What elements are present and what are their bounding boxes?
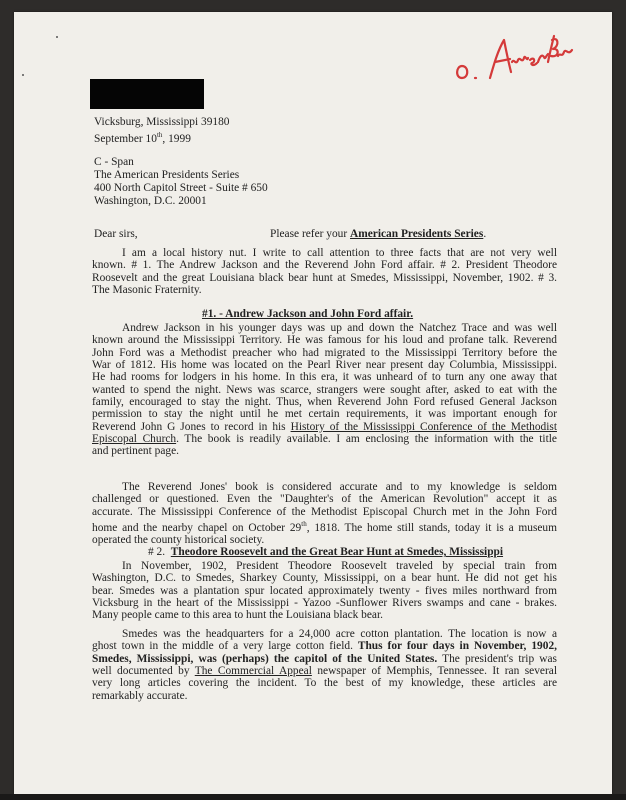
smedes-paragraph: Smedes was the headquarters for a 24,000 acre cotton plantation. The location is now a ghost town in the middle of a very large cotton field. Thus for four days in November, 1902, Smedes, Mississippi, was (perhaps) the capitol of the United States. The president's trip was well documented by The Commercial Appeal newspaper of Memphis, Tennessee. It ran several very long articles covering the incident. To the best of my knowledge, these articles are remarkably accurate.: [92, 628, 557, 702]
roosevelt-paragraph: In November, 1902, President Theodore Roosevelt traveled by special train from Washington, D.C. to Smedes, Sharkey County, Mississippi, on a bear hunt. He did not get his bear. Smedes was a plantation spur located approximately twenty - fives miles northward from Vicksburg in the heart of the Mississippi - Yazoo -Sunflower Rivers swamps and cane - brakes. Many people came to this area to hunt the Louisiana black bear.: [92, 560, 557, 622]
reference-line: Please refer your American Presidents Series.: [270, 228, 487, 240]
newspaper-title: The Commercial Appeal: [194, 665, 312, 678]
series-title: American Presidents Series: [350, 228, 484, 240]
book-title: History of the Mississippi Conference of the Methodist: [290, 420, 557, 433]
section-heading: # 2. Theodore Roosevelt and the Great Bear Hunt at Smedes, Mississippi: [148, 546, 504, 558]
section-heading: #1. - Andrew Jackson and John Ford affair.: [202, 308, 414, 320]
jones-paragraph: The Reverend Jones' book is considered accurate and to my knowledge is seldom challenged or questioned. Even the "Daughter's of the American Revolution" accept it as accurate. The Mississippi Conference of the Methodist Episcopal Church met in the John Ford home and the nearby chapel on October 29th, 1818. The home still stands, today it is a museum operated the county historical society.: [92, 481, 557, 547]
scan-border: [0, 794, 626, 800]
book-title: Episcopal Church: [92, 433, 177, 446]
scan-speck: [22, 74, 24, 76]
sender-city: Vicksburg, Mississippi 39180: [94, 116, 230, 128]
letter-date: September 10th, 1999: [94, 131, 191, 145]
redacted-sender-name: [90, 79, 204, 109]
scan-speck: [56, 36, 58, 38]
handwritten-signature: [448, 26, 578, 84]
recipient-line: Washington, D.C. 20001: [94, 195, 207, 207]
recipient-line: The American Presidents Series: [94, 169, 240, 181]
recipient-line: 400 North Capitol Street - Suite # 650: [94, 182, 268, 194]
jackson-paragraph: Andrew Jackson in his younger days was up and down the Natchez Trace and was well known around the Mississippi Territory. He was famous for his loud and profane talk. Reverend John Ford was a Methodist preacher who had migrated to the Mississippi Territory before the War of 1812. His home was located on the Pearl River near present day Columbia, Mississippi. He had rooms for lodgers in his home. In this era, it was unheard of to turn any one away that wanted to spend the night. News was scarce, strangers were sought after, asked to eat with the family, encouraged to stay the night. Thus, when Reverend John Ford refused General Jackson permission to stay the night until he met certain requirements, it was important enough for Reverend John G Jones to record in his History of the Mississippi Conference of the Methodist Episcopal Church. The book is readily available. I am enclosing the information with the title and pertinent page.: [92, 322, 557, 458]
salutation: Dear sirs,: [94, 228, 138, 240]
recipient-line: C - Span: [94, 156, 134, 168]
intro-paragraph: I am a local history nut. I write to call attention to three facts that are not very well known. # 1. The Andrew Jackson and the Reverend John Ford affair. # 2. President Theodore Roosevelt and the great Louisiana black bear hunt at Smedes, Mississippi, November, 1902. # 3. The Masonic Fraternity.: [92, 247, 557, 297]
